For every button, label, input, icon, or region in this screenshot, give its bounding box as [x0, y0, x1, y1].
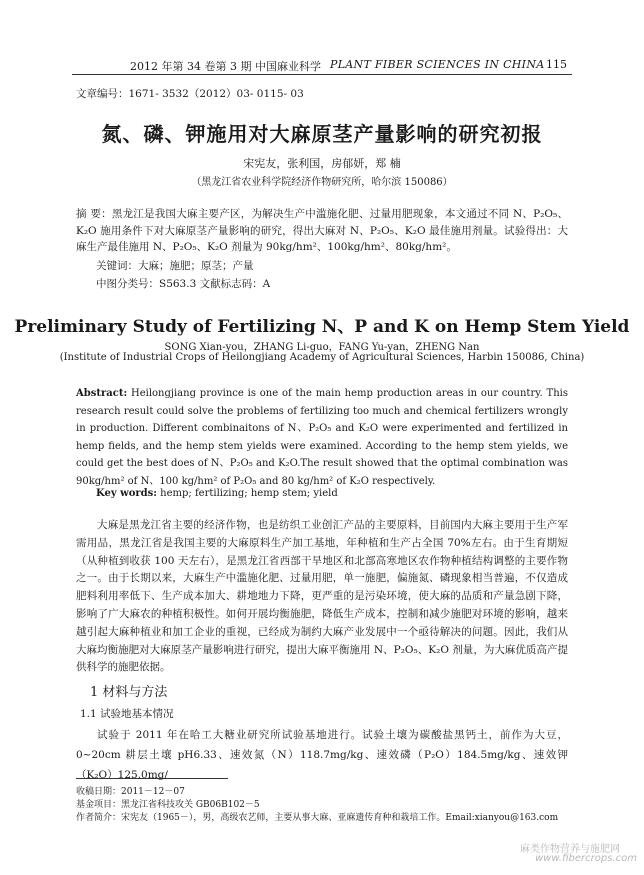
- page-number: 115: [546, 58, 567, 71]
- title-english: Preliminary Study of Fertilizing N、P and K on Hemp Stem Yield: [14, 317, 630, 337]
- affiliation-english: (Institute of Industrial Crops of Heilongjiang Academy of Agricultural Sciences, Harbin 150086, China): [59, 352, 585, 363]
- abstract-label: Abstract:: [76, 388, 128, 399]
- body-introduction: 大麻是黑龙江省主要的经济作物，也是纺织工业创汇产品的主要原料，目前国内大麻主要用于生产军需用品，黑龙江省是我国主要的大麻原料生产加工基地，年种植和生产占全国 70%左右。由于生育期短（从种植到收获 100 天左右），是黑龙江省西部干旱地区和北部高寒地区农作物种植结构调整的主要作物之一。由于长期以来，大麻生产中滥施化肥、过量用肥，单一施肥，偏施氮、磷现象相当普遍，不仅造成肥料利用率低下、生产成本加大、耕地地力下降，更严重的是污染环境，使大麻的品质和产量急剧下降，影响了广大麻农的种植积极性。如何开展均衡施肥，降低生产成本，控制和减少施肥对环境的影响，越来越引起大麻种植业和加工企业的重视，已经成为制约大麻产业发展中一个亟待解决的问题。因此，我们从大麻均衡施肥对大麻原茎产量影响进行研究，提出大麻平衡施用 N、P₂O₅、K₂O 剂量，为大麻优质高产提供科学的施肥依据。: [76, 519, 568, 674]
- footnote-fund: 基金项目：黑龙江省科技攻关 GB06B102－5: [76, 800, 260, 810]
- footnote-received: 收稿日期：2011－12－07: [76, 787, 185, 797]
- footnote-rule: [76, 778, 228, 779]
- section-heading-methods: 1 材料与方法: [90, 685, 168, 700]
- classification-chinese: 中图分类号：S563.3 文献标志码：A: [96, 278, 271, 290]
- abstract-chinese: 摘 要：黑龙江是我国大麻主要产区，为解决生产中滥施化肥、过量用肥现象，本文通过不同 N、P₂O₅、K₂O 施用条件下对大麻原茎产量影响的研究，得出大麻对 N、P₂O₅、K₂O 最佳施用剂量。试验得出：大麻生产最佳施用 N、P₂O₅、K₂O 剂量为 90kg/hm²、100kg/hm²、80kg/hm²。: [76, 208, 568, 253]
- keywords-label: Key words:: [96, 488, 157, 499]
- authors-chinese: 宋宪友，张利国，房郁妍，郑 楠: [243, 157, 401, 170]
- keywords-english-text: hemp; fertilizing; hemp stem; yield: [157, 488, 338, 499]
- body-site-description: 试验于 2011 年在哈工大糖业研究所试验基地进行。试验土壤为碳酸盐黑钙土，前作为大豆，0~20cm 耕层土壤 pH6.33、速效氮（N）118.7mg/kg、速效磷（P₂O）184.5mg/kg、速效钾（K₂O）125.0mg/: [76, 729, 568, 781]
- keywords-chinese: 关键词：大麻；施肥；原茎；产量: [96, 260, 254, 272]
- keywords-english: [96, 488, 338, 499]
- article-number: 文章编号：1671- 3532（2012）03- 0115- 03: [76, 88, 304, 100]
- subsection-heading-site: 1.1 试验地基本情况: [80, 708, 174, 720]
- running-header-issue: 2012 年第 34 卷第 3 期 中国麻业科学: [130, 60, 321, 73]
- title-chinese: 氮、磷、钾施用对大麻原茎产量影响的研究初报: [101, 122, 543, 146]
- watermark-text: 麻类作物营养与施肥网: [520, 844, 620, 855]
- abstract-english: [76, 385, 568, 490]
- authors-english: SONG Xian-you，ZHANG Li-guo，FANG Yu-yan，ZHENG Nan: [164, 342, 480, 353]
- header-rule: [72, 74, 572, 75]
- abstract-english-text: Heilongjiang province is one of the main hemp production areas in our country. This research result could solve the problems of fertilizing too much and chemical fertilizers wrongly in production. Different combinaitons of N、P₂O₅ and K₂O were experimented and fertilized in hemp fields, and the hemp stem yields were examined. According to the hemp stem yields, we could get the best does of N、P₂O₅ and K₂O.The result showed that the optimal combination was 90kg/hm² of N、100 kg/hm² of P₂O₅ and 80 kg/hm² of K₂O respectively.: [76, 388, 568, 487]
- affiliation-chinese: （黑龙江省农业科学院经济作物研究所，哈尔滨 150086）: [191, 177, 453, 188]
- running-header-journal: PLANT FIBER SCIENCES IN CHINA: [330, 58, 545, 71]
- watermark-url: www.fibercrops.com: [535, 853, 637, 864]
- footnote-author: 作者简介：宋宪友（1965－），男，高级农艺师，主要从事大麻、亚麻遗传育种和栽培工作。Email:xianyou@163.com: [76, 813, 559, 823]
